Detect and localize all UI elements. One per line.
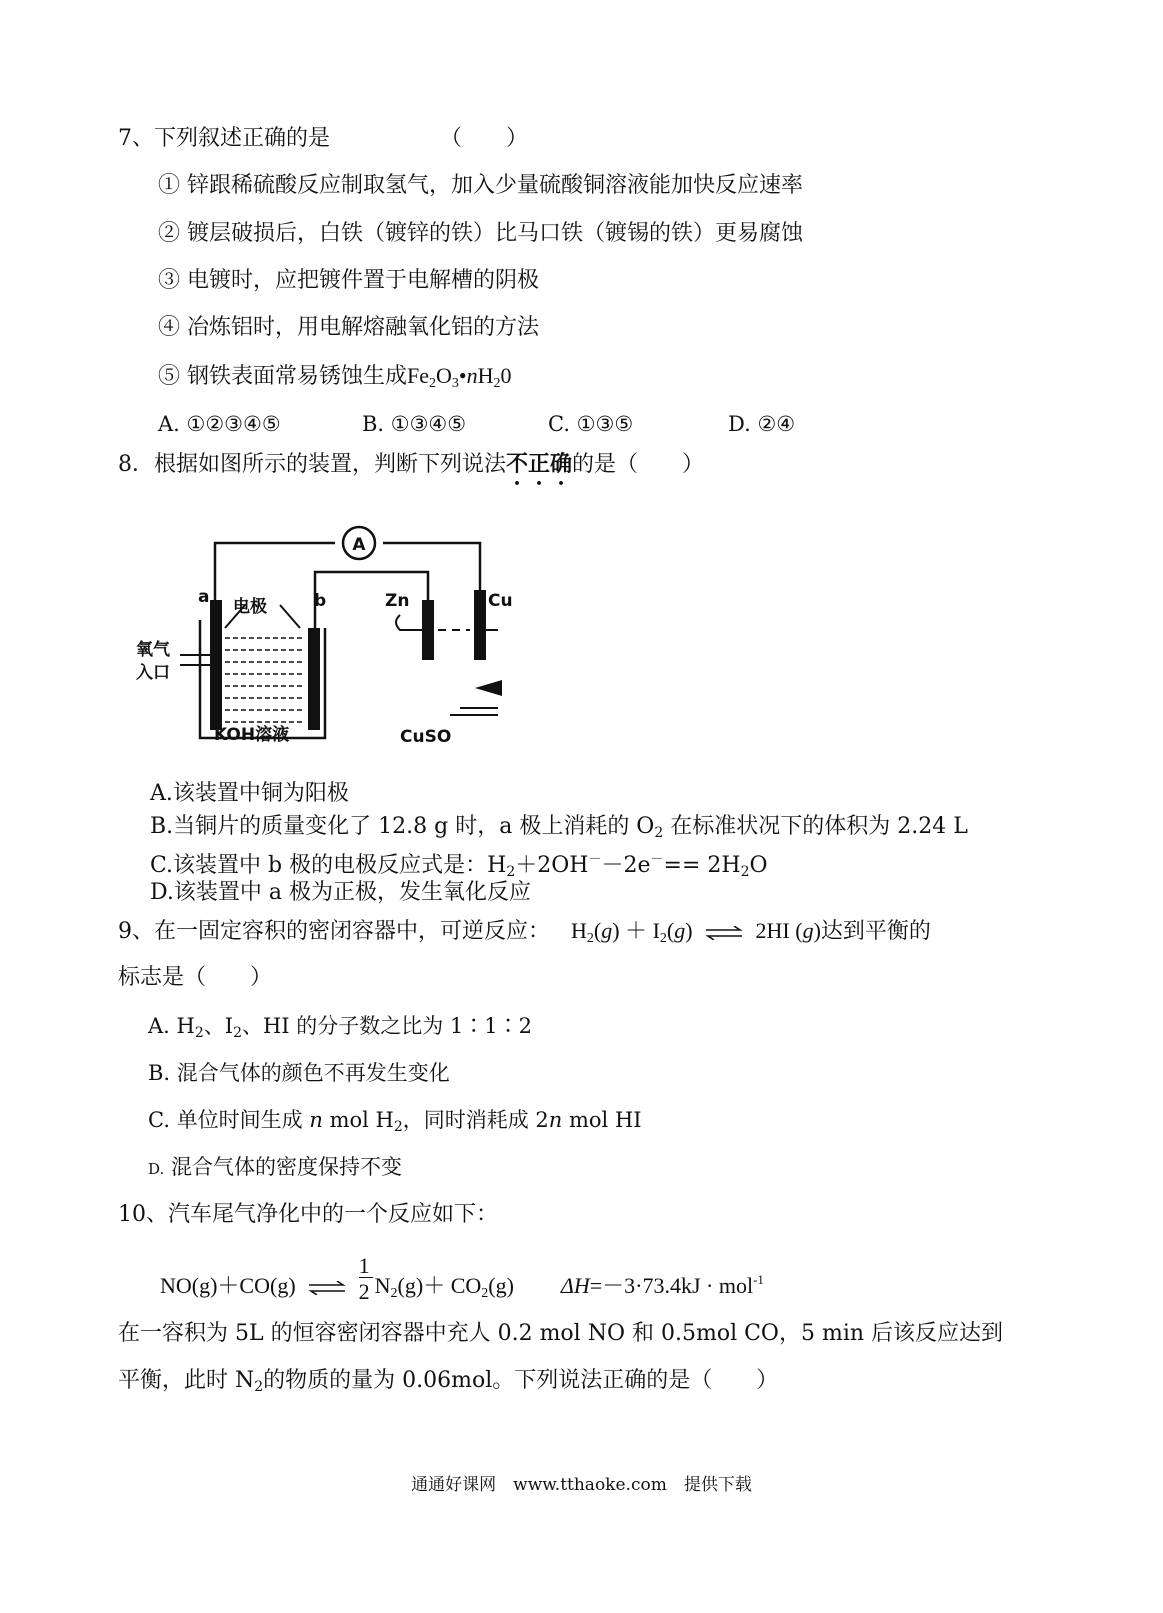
equilibrium-arrow-icon [307,1281,347,1295]
label-b: b [314,591,327,611]
q10-equation: NO(g)＋CO(g) $\frac{1}{2}$ $N_2(g)+ CO_2(g) \Delta H=-3\cdot 73.4kJ \cdot mol^{-1}$ [160,1252,764,1304]
q7-option-c: C. ①③⑤ [548,412,634,436]
q7-option-d: D. ②④ [728,412,796,436]
electrochemistry-apparatus-figure [130,510,530,750]
q7-item-4: ④ 冶炼铝时，用电解熔融氧化铝的方法 [158,315,539,340]
q10-line-1: 在一容积为 5L 的恒容密闭容器中充人 0.2 mol NO 和 0.5mol CO，5 min 后该反应达到 [118,1321,1004,1346]
q7-title: 7、下列叙述正确的是 （ ） [118,126,529,151]
q7-item-5: ⑤ 钢铁表面常易锈蚀生成$Fe_2O_3•nH_20$ [158,363,512,391]
q7-item-2: ② 镀层破损后，白铁（镀锌的铁）比马口铁（镀锡的铁）更易腐蚀 [158,221,803,246]
label-a: a [198,587,210,607]
q9-option-b: B. 混合气体的颜色不再发生变化 [148,1061,450,1085]
q10-title: 10、汽车尾气净化中的一个反应如下： [118,1202,498,1227]
label-oxygen: 氧气 [136,640,170,660]
q9-line-1: 9、在一固定容积的密闭容器中，可逆反应： $H_2(g) + I_2(g)$ 2HI (g)达到平衡的 [118,918,931,946]
q9-option-d: D. 混合气体的密度保持不变 [148,1155,402,1179]
equilibrium-arrow-icon [704,926,744,940]
q9-option-a: A. $H_2$、$I_2$、HI 的分子数之比为 1∶1∶2 [148,1014,533,1041]
label-cu: Cu [488,591,513,611]
label-cuso4: CuSO [400,727,452,747]
q8-title: 8．根据如图所示的装置，判断下列说法不正确的是（ ） [118,451,705,477]
electrode-b [308,628,320,730]
electrode-a [210,600,222,730]
fraction-one-half: $\frac{1}{2}$ [359,1274,375,1302]
q7-item-1: ① 锌跟稀硫酸反应制取氢气，加入少量硫酸铜溶液能加快反应速率 [158,173,803,198]
q7-item-3: ③ 电镀时，应把镀件置于电解槽的阴极 [158,268,539,293]
q7-option-a: A. ①②③④⑤ [158,412,281,436]
label-inlet: 入口 [136,663,170,683]
q9-option-c: C. 单位时间生成 n mol $H_2$，同时消耗成 2n mol HI [148,1108,642,1135]
q9-line-2: 标志是（ ） [118,965,273,990]
page-footer: 通通好课网 www.tthaoke.com 提供下载 [411,1475,752,1495]
q7-option-b: B. ①③④⑤ [362,412,467,436]
ammeter-label: A [352,535,366,555]
copper-electrode [474,590,486,660]
q10-line-2: 平衡，此时 $N_2$的物质的量为 0.06mol。下列说法正确的是（ ） [118,1368,779,1395]
q8-option-d: D.该装置中 a 极为正极，发生氧化反应 [150,880,531,905]
label-koh-solution: KOH溶液 [214,725,290,745]
label-electrode: 电极 [233,597,267,617]
label-zn: Zn [385,591,410,611]
zinc-electrode [422,600,434,660]
q8-option-b: B.当铜片的质量变化了 12.8 g 时，a 极上消耗的 $O_2$ 在标准状况下的体积为 2.24 L [150,814,968,841]
q8-option-c: C.该装置中 b 极的电极反应式是：$H_2+2OH^--2e^-== 2H_2O$ [150,852,768,880]
q8-option-a: A.该装置中铜为阳极 [150,781,349,806]
